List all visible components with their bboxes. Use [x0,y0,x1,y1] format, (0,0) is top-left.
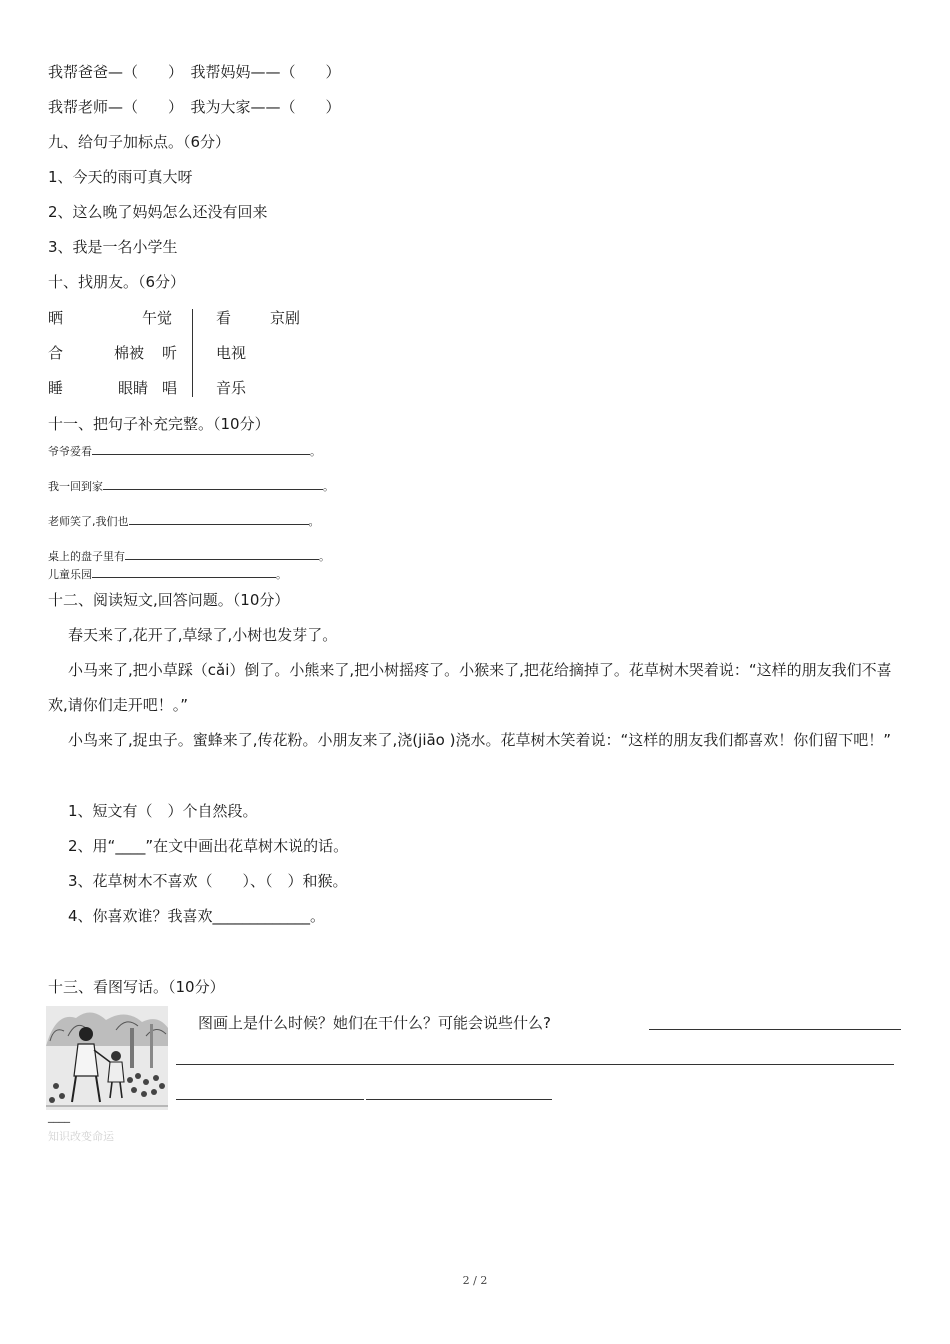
faint-watermark-text: 知识改变命运 [48,1130,114,1143]
match-left-noun: 午觉 [142,309,173,327]
section11-title: 十一、把句子补充完整。（10分） [48,415,270,433]
fill-sentence-start: 老师笑了,我们也 [48,515,129,528]
match-divider [192,309,193,397]
fill-sentence-start: 儿童乐园 [48,568,92,581]
section12-title: 十二、阅读短文,回答问题。（10分） [48,591,290,609]
writing-line[interactable] [176,1064,894,1065]
helper-line-1: 我帮爸爸—（ ） 我帮妈妈——（ ） [48,63,341,81]
fill-blank[interactable] [125,548,319,560]
match-right-noun: 京剧 [270,309,301,327]
reading-question: 1、短文有（ ）个自然段。 [68,802,258,820]
match-left-verb: 睡 [48,379,64,397]
writing-line[interactable] [176,1099,364,1100]
fill-sentence-start: 爷爷爱看 [48,445,92,458]
section9-title: 九、给句子加标点。（6分） [48,133,231,151]
match-right-verb: 唱 [162,379,178,397]
reading-question: 2、用“____”在文中画出花草树木说的话。 [68,837,349,855]
page-number: 2 / 2 [462,1274,488,1287]
fill-sentence [48,478,334,494]
writing-picture [46,1006,168,1110]
reading-question: 4、你喜欢谁？我喜欢_____________。 [68,907,326,925]
fill-sentence [48,513,320,529]
writing-prompt: 图画上是什么时候？她们在干什么？可能会说些什么? [198,1014,551,1032]
short-dash: ____ [48,1110,70,1123]
match-right-verb: 听 [162,344,178,362]
match-left-noun: 棉被 [114,344,145,362]
section10-title: 十、找朋友。（6分） [48,273,186,291]
match-right-verb: 看 [216,309,232,327]
fill-sentence [48,566,287,582]
woman-and-child-illustration [46,1006,168,1110]
fill-blank[interactable] [129,513,309,525]
match-left-verb: 晒 [48,309,64,327]
section13-title: 十三、看图写话。（10分） [48,978,225,996]
writing-line[interactable] [366,1099,552,1100]
fill-sentence [48,548,330,564]
reading-paragraph: 春天来了,花开了,草绿了,小树也发芽了。 [68,626,338,644]
reading-paragraph: 小鸟来了,捉虫子。蜜蜂来了,传花粉。小朋友来了,浇(jiāo )浇水。花草树木笑着说：“这样的朋友我们都喜欢！你们留下吧！” [68,731,892,749]
match-left-noun: 眼睛 [118,379,149,397]
fill-end-mark: 。 [319,550,330,563]
match-right-noun: 音乐 [216,379,247,397]
match-right-noun: 电视 [216,344,247,362]
writing-line[interactable] [649,1029,901,1030]
fill-sentence-start: 桌上的盘子里有 [48,550,125,563]
fill-end-mark: 。 [310,445,321,458]
reading-question: 3、花草树木不喜欢（ ）、（ ）和猴。 [68,872,348,890]
fill-end-mark: 。 [276,568,287,581]
fill-blank[interactable] [92,443,310,455]
helper-line-2: 我帮老师—（ ） 我为大家——（ ） [48,98,341,116]
fill-end-mark: 。 [308,515,320,528]
fill-blank[interactable] [92,566,276,578]
match-left-verb: 合 [48,344,64,362]
reading-paragraph: 小马来了,把小草踩（cǎi）倒了。小熊来了,把小树摇疼了。小猴来了,把花给摘掉了。花草树木哭着说：“这样的朋友我们不喜欢,请你们走开吧！。” [48,661,892,714]
fill-sentence-start: 我一回到家 [48,480,103,493]
section9-item: 3、我是一名小学生 [48,238,178,256]
fill-blank[interactable] [103,478,323,490]
fill-sentence [48,443,321,459]
fill-end-mark: 。 [323,480,334,493]
section9-item: 2、这么晚了妈妈怎么还没有回来 [48,203,268,221]
section9-item: 1、今天的雨可真大呀 [48,168,193,186]
